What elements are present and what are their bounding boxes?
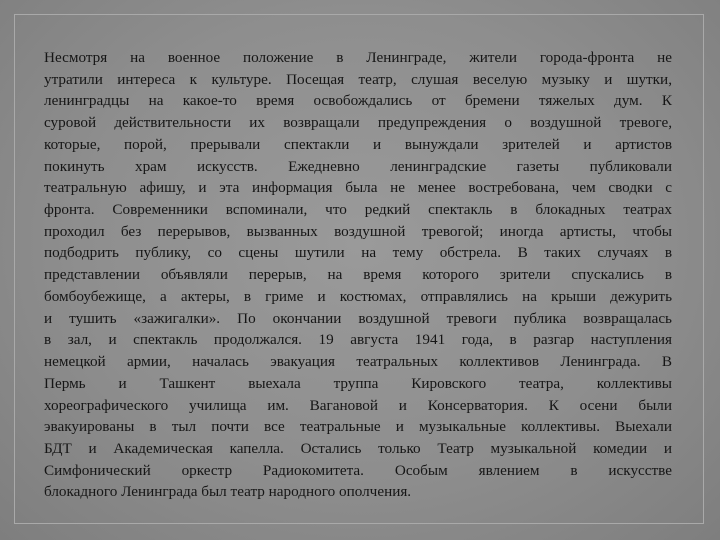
text-line: и тушить «зажигалки». По окончании воздушной тревоги публика возвращалась — [44, 309, 672, 327]
text-line: фронта. Современники вспоминали, что редкий спектакль в блокадных театрах — [44, 201, 672, 219]
text-line: БДТ и Академическая капелла. Остались только Театр музыкальной комедии и — [44, 439, 672, 457]
text-line: Симфонический оркестр Радиокомитета. Особым явлением в искусстве — [44, 461, 672, 479]
text-line: эвакуированы в тыл почти все театральные и музыкальные коллективы. Выехали — [44, 418, 672, 436]
text-line: блокадного Ленинграда был театр народного ополчения. — [44, 483, 412, 501]
text-line: хореографического училища им. Вагановой и Консерватория. К осени были — [44, 396, 672, 414]
body-text — [44, 47, 672, 503]
text-line: театральную афишу, и эта информация была не менее востребована, чем сводки с — [44, 179, 672, 197]
text-line: Несмотря на военное положение в Ленинграде, жители города-фронта не — [44, 49, 672, 66]
text-line: утратили интереса к культуре. Посещая театр, слушая веселую музыку и шутки, — [44, 70, 672, 88]
text-line: которые, порой, прерывали спектакли и вынуждали зрителей и артистов — [44, 135, 672, 153]
text-line: подбодрить публику, со сцены шутили на тему обстрела. В таких случаях в — [44, 244, 672, 262]
text-line: немецкой армии, началась эвакуация театральных коллективов Ленинграда. В — [44, 353, 672, 371]
text-line: представлении объявляли перерыв, на время которого зрители спускались в — [44, 266, 672, 284]
text-line: в зал, и спектакль продолжался. 19 августа 1941 года, в разгар наступления — [44, 331, 672, 349]
text-line: ленинградцы на какое-то время освобождались от бремени тяжелых дум. К — [44, 92, 672, 110]
text-line: проходил без перерывов, вызванных воздушной тревогой; иногда артисты, чтобы — [44, 222, 672, 240]
text-line: Пермь и Ташкент выехала труппа Кировского театра, коллективы — [44, 374, 672, 392]
text-line: бомбоубежище, а актеры, в гриме и костюмах, отправлялись на крыши дежурить — [44, 287, 672, 305]
text-line: покинуть храм искусств. Ежедневно ленинградские газеты публиковали — [44, 157, 672, 175]
text-line: суровой действительности их возвращали предупреждения о воздушной тревоге, — [44, 114, 672, 132]
